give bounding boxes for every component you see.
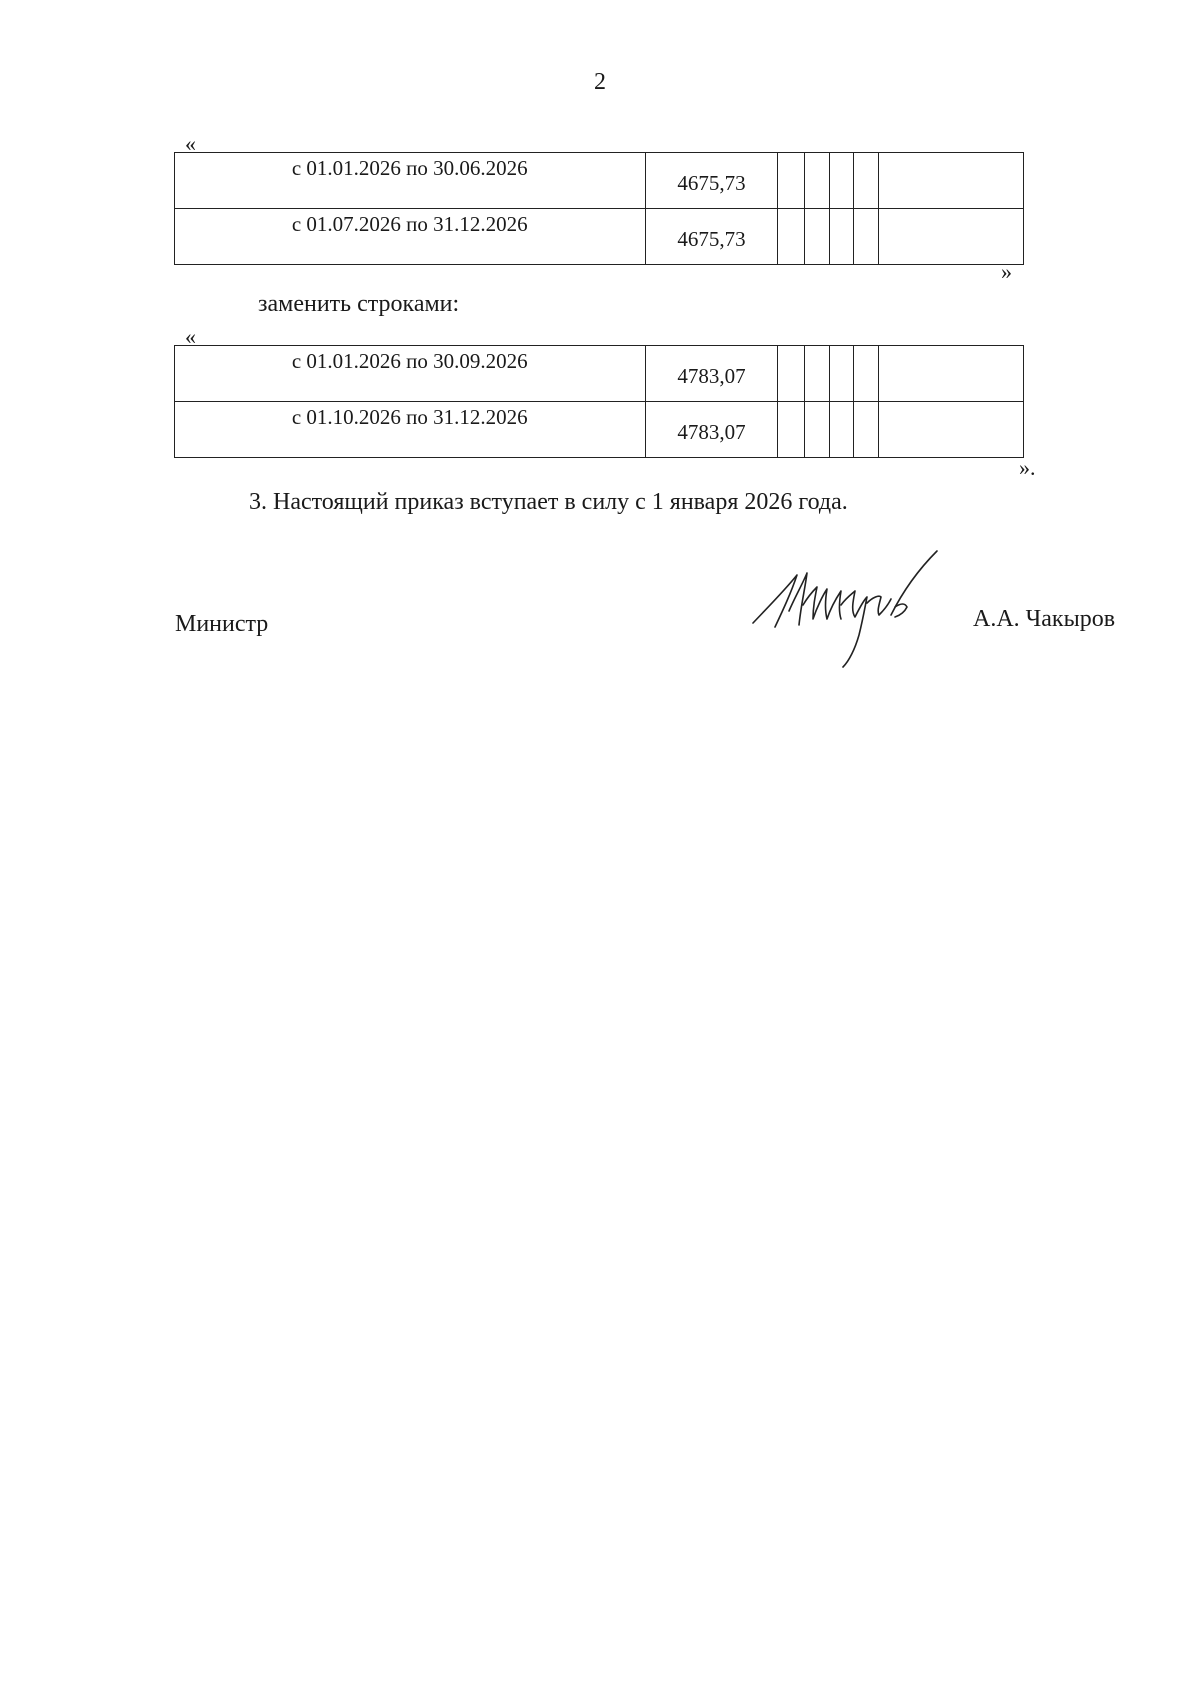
- closing-quote-1: »: [1001, 259, 1012, 284]
- empty-cell: [854, 153, 879, 209]
- empty-cell: [778, 402, 805, 458]
- empty-cell: [829, 153, 854, 209]
- signer-name: А.А. Чакыров: [973, 606, 1116, 632]
- table-row: [175, 402, 1024, 458]
- amount-cell: 4675,73: [645, 153, 778, 209]
- empty-cell: [778, 346, 805, 402]
- table-row: [175, 346, 1024, 402]
- empty-cell: [805, 346, 830, 402]
- empty-cell: [854, 346, 879, 402]
- empty-cell: [829, 346, 854, 402]
- empty-cell: [829, 209, 854, 265]
- table-old-rows: [174, 152, 1024, 265]
- empty-cell: [778, 153, 805, 209]
- opening-quote-2: «: [185, 324, 196, 349]
- period-cell: с 01.07.2026 по 31.12.2026: [175, 209, 646, 265]
- empty-cell: [829, 402, 854, 458]
- empty-cell: [805, 209, 830, 265]
- empty-cell: [778, 209, 805, 265]
- empty-cell: [854, 209, 879, 265]
- page-number: 2: [594, 69, 606, 95]
- empty-cell: [878, 209, 1023, 265]
- amount-cell: 4675,73: [645, 209, 778, 265]
- amount-cell: 4783,07: [645, 346, 778, 402]
- clause-3: 3. Настоящий приказ вступает в силу с 1 января 2026 года.: [249, 489, 848, 515]
- empty-cell: [878, 402, 1023, 458]
- signer-title: Министр: [175, 611, 269, 637]
- empty-cell: [878, 153, 1023, 209]
- period-cell: с 01.01.2026 по 30.06.2026: [175, 153, 646, 209]
- period-cell: с 01.10.2026 по 31.12.2026: [175, 402, 646, 458]
- table-row: [175, 153, 1024, 209]
- signature-image: [745, 545, 970, 675]
- empty-cell: [878, 346, 1023, 402]
- empty-cell: [805, 153, 830, 209]
- opening-quote-1: «: [185, 131, 196, 156]
- period-cell: с 01.01.2026 по 30.09.2026: [175, 346, 646, 402]
- empty-cell: [854, 402, 879, 458]
- instruction-text: заменить строками:: [258, 291, 460, 317]
- closing-quote-2: ».: [1019, 455, 1036, 480]
- table-row: [175, 209, 1024, 265]
- empty-cell: [805, 402, 830, 458]
- table-new-rows: [174, 345, 1024, 458]
- amount-cell: 4783,07: [645, 402, 778, 458]
